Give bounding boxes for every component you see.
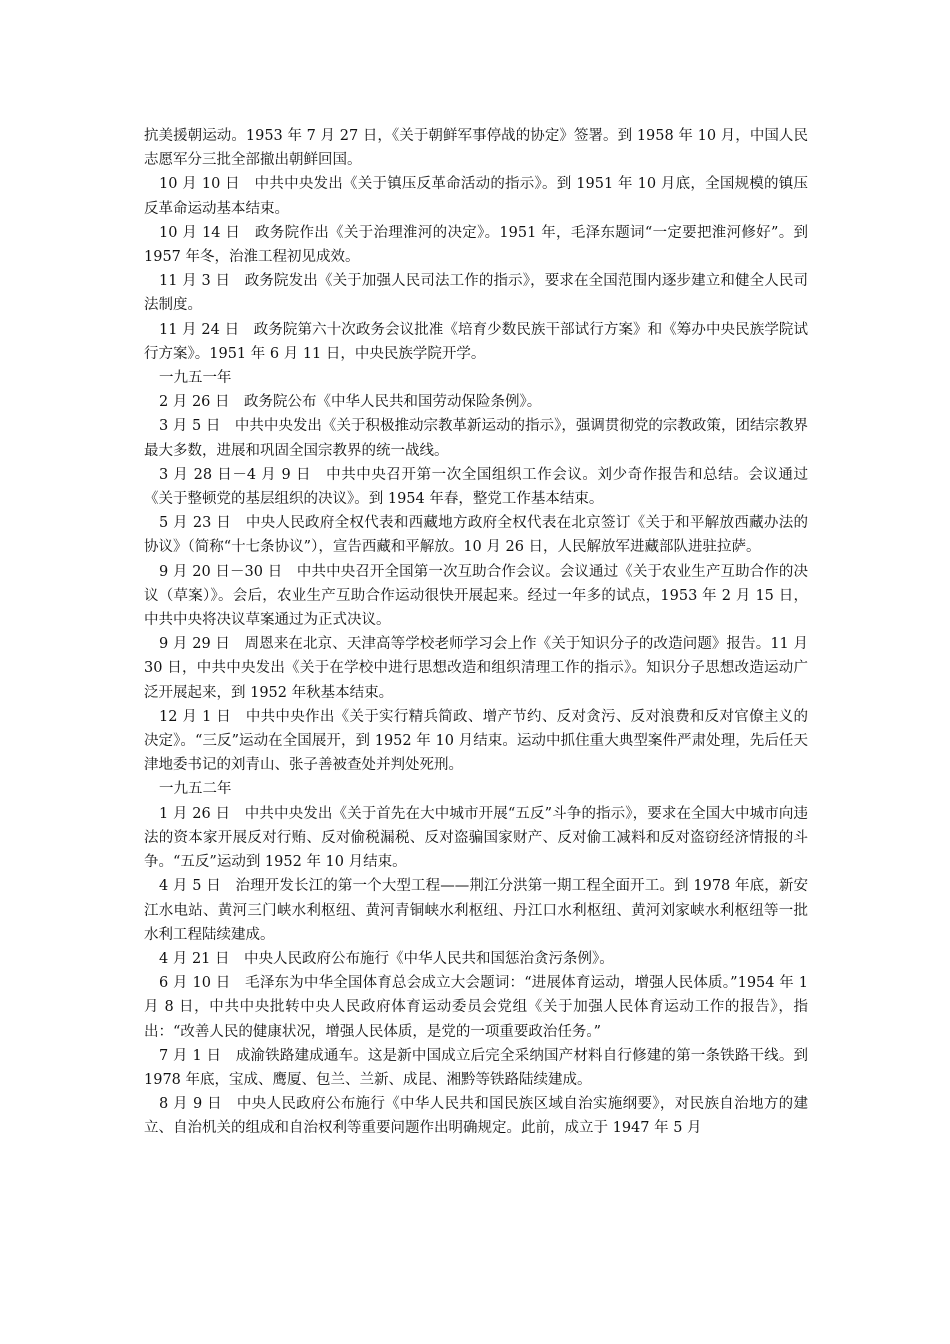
year-heading-1952: 一九五二年: [159, 781, 232, 798]
entry-1952-06-10: 6 月 10 日 毛泽东为中华全国体育总会成立大会题词：“进展体育运动，增强人民体质。”1954 年 1 月 8 日，中共中央批转中央人民政府体育运动委员会党组《关于加强人民体育运动工作的报告》，指出：“改善人民的健康状况，增强人民体质，是党的一项重要政治任务。”: [144, 975, 808, 1040]
entry-1951-12-01: 12 月 1 日 中共中央作出《关于实行精兵简政、增产节约、反对贪污、反对浪费和反对官僚主义的决定》。“三反”运动在全国展开，到 1952 年 10 月结束。运动中抓住重大典型案件严肃处理，先后任天津地委书记的刘青山、张子善被查处并判处死刑。: [144, 708, 808, 774]
entry-1951-05-23: 5 月 23 日 中央人民政府全权代表和西藏地方政府全权代表在北京签订《关于和平解放西藏办法的协议》（简称“十七条协议”），宣告西藏和平解放。10 月 26 日，人民解放军进藏部队进驻拉萨。: [144, 515, 808, 556]
year-heading-1951: 一九五一年: [159, 370, 232, 387]
entry-1951-03-05: 3 月 5 日 中共中央发出《关于积极推动宗教革新运动的指示》，强调贯彻党的宗教政策，团结宗教界最大多数，进展和巩固全国宗教界的统一战线。: [144, 418, 808, 459]
entry-1952-04-21: 4 月 21 日 中央人民政府公布施行《中华人民共和国惩治贪污条例》。: [159, 950, 614, 967]
paragraph-continuation: 抗美援朝运动。1953 年 7 月 27 日，《关于朝鲜军事停战的协定》签署。到 1958 年 10 月，中国人民志愿军分三批全部撤出朝鲜回国。: [144, 128, 808, 169]
entry-1950-10-10: 10 月 10 日 中共中央发出《关于镇压反革命活动的指示》。到 1951 年 10 月底，全国规模的镇压反革命运动基本结束。: [144, 176, 808, 217]
entry-1950-10-14: 10 月 14 日 政务院作出《关于治理淮河的决定》。1951 年，毛泽东题词“一定要把淮河修好”。到 1957 年冬，治淮工程初见成效。: [144, 224, 808, 266]
entry-1950-11-24: 11 月 24 日 政务院第六十次政务会议批准《培育少数民族干部试行方案》和《筹办中央民族学院试行方案》。1951 年 6 月 11 日，中央民族学院开学。: [144, 321, 808, 362]
document-body: [144, 124, 808, 1141]
entry-1951-02-26: 2 月 26 日 政务院公布《中华人民共和国劳动保险条例》。: [159, 394, 542, 411]
entry-1952-08-09: 8 月 9 日 中央人民政府公布施行《中华人民共和国民族区域自治实施纲要》，对民族自治地方的建立、自治机关的组成和自治权利等重要问题作出明确规定。此前，成立于 1947 年 5 月: [144, 1096, 808, 1137]
entry-1952-01-26: 1 月 26 日 中共中央发出《关于首先在大中城市开展“五反”斗争的指示》，要求在全国大中城市向违法的资本家开展反对行贿、反对偷税漏税、反对盗骗国家财产、反对偷工减料和反对盗窃经济情报的斗争。“五反”运动到 1952 年 10 月结束。: [144, 805, 808, 871]
entry-1951-09-29: 9 月 29 日 周恩来在北京、天津高等学校老师学习会上作《关于知识分子的改造问题》报告。11 月 30 日，中共中央发出《关于在学校中进行思想改造和组织清理工作的指示》。知识分子思想改造运动广泛开展起来，到 1952 年秋基本结束。: [144, 636, 808, 701]
entry-1951-09-20: 9 月 20 日－30 日 中共中央召开全国第一次互助合作会议。会议通过《关于农业生产互助合作的决议（草案）》。会后，农业生产互助合作运动很快开展起来。经过一年多的试点，1953 年 2 月 15 日，中共中央将决议草案通过为正式决议。: [144, 563, 808, 629]
entry-1952-07-01: 7 月 1 日 成渝铁路建成通车。这是新中国成立后完全采纳国产材料自行修建的第一条铁路干线。到 1978 年底，宝成、鹰厦、包兰、兰新、成昆、湘黔等铁路陆续建成。: [144, 1047, 808, 1088]
entry-1950-11-03: 11 月 3 日 政务院发出《关于加强人民司法工作的指示》，要求在全国范围内逐步建立和健全人民司法制度。: [144, 273, 808, 314]
entry-1952-04-05: 4 月 5 日 治理开发长江的第一个大型工程——荆江分洪第一期工程全面开工。到 1978 年底，新安江水电站、黄河三门峡水利枢纽、黄河青铜峡水利枢纽、丹江口水利枢纽、黄河刘家峡水利枢纽等一批水利工程陆续建成。: [144, 878, 808, 943]
entry-1951-03-28: 3 月 28 日－4 月 9 日 中共中央召开第一次全国组织工作会议。刘少奇作报告和总结。会议通过《关于整顿党的基层组织的决议》。到 1954 年春，整党工作基本结束。: [144, 466, 808, 508]
